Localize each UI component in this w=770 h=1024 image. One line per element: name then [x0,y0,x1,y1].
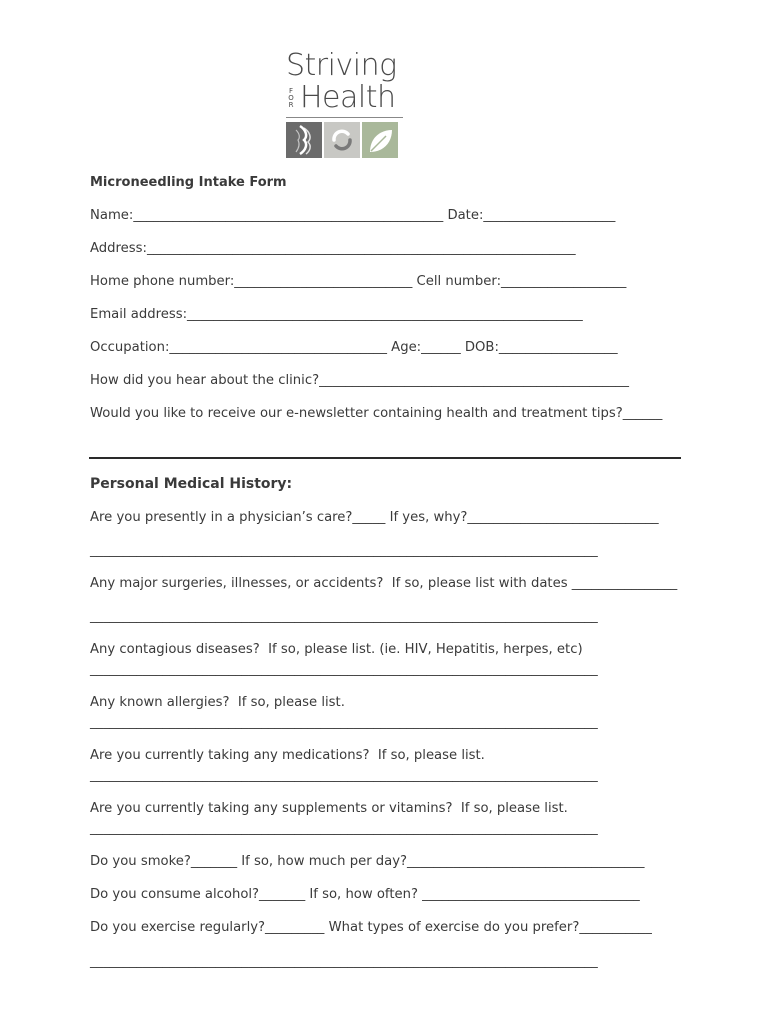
supplements-blank[interactable]: _____________________________________________________________________________ [90,821,598,836]
form-title: Microneedling Intake Form [90,175,287,190]
email-field[interactable]: Email address:____________________________________________________________ [90,307,583,322]
name-date-field[interactable]: Name:_______________________________________________ Date:____________________ [90,208,616,223]
physician-care-field[interactable]: Are you presently in a physician’s care?_____ If yes, why?_____________________________ [90,510,659,525]
address-field[interactable]: Address:_________________________________________________________________ [90,241,576,256]
leaf-icon [362,122,398,158]
referral-field[interactable]: How did you hear about the clinic?_______________________________________________ [90,373,629,388]
logo-divider [286,117,403,118]
logo-text-for: F O R [288,87,294,109]
occupation-age-dob-field[interactable]: Occupation:_________________________________ Age:______ DOB:__________________ [90,340,618,355]
contagious-diseases-blank[interactable]: _____________________________________________________________________________ [90,662,598,677]
medical-history-heading: Personal Medical History: [90,476,293,492]
face-profile-icon [286,122,322,158]
logo-text-health: Health [300,80,396,115]
contagious-diseases-label: Any contagious diseases? If so, please list. (ie. HIV, Hepatitis, herpes, etc) [90,642,583,657]
alcohol-field[interactable]: Do you consume alcohol?_______ If so, how often? _________________________________ [90,887,640,902]
smoking-field[interactable]: Do you smoke?_______ If so, how much per day?____________________________________ [90,854,645,869]
allergies-label: Any known allergies? If so, please list. [90,695,345,710]
allergies-blank[interactable]: _____________________________________________________________________________ [90,715,598,730]
medications-label: Are you currently taking any medications? If so, please list. [90,748,485,763]
physician-care-blank[interactable]: _____________________________________________________________________________ [90,543,598,558]
newsletter-field[interactable]: Would you like to receive our e-newsletter containing health and treatment tips?______ [90,406,663,421]
exercise-blank[interactable]: _____________________________________________________________________________ [90,954,598,969]
circular-arrows-icon [324,122,360,158]
phone-fields[interactable]: Home phone number:___________________________ Cell number:___________________ [90,274,627,289]
supplements-label: Are you currently taking any supplements or vitamins? If so, please list. [90,801,568,816]
medications-blank[interactable]: _____________________________________________________________________________ [90,768,598,783]
surgeries-field[interactable]: Any major surgeries, illnesses, or accidents? If so, please list with dates ________________ [90,576,678,591]
section-divider [89,457,681,459]
logo-tiles [286,122,398,158]
exercise-field[interactable]: Do you exercise regularly?_________ What types of exercise do you prefer?___________ [90,920,652,935]
striving-for-health-logo [286,48,406,160]
surgeries-blank[interactable]: _____________________________________________________________________________ [90,609,598,624]
logo-text-striving: Striving [286,48,397,83]
